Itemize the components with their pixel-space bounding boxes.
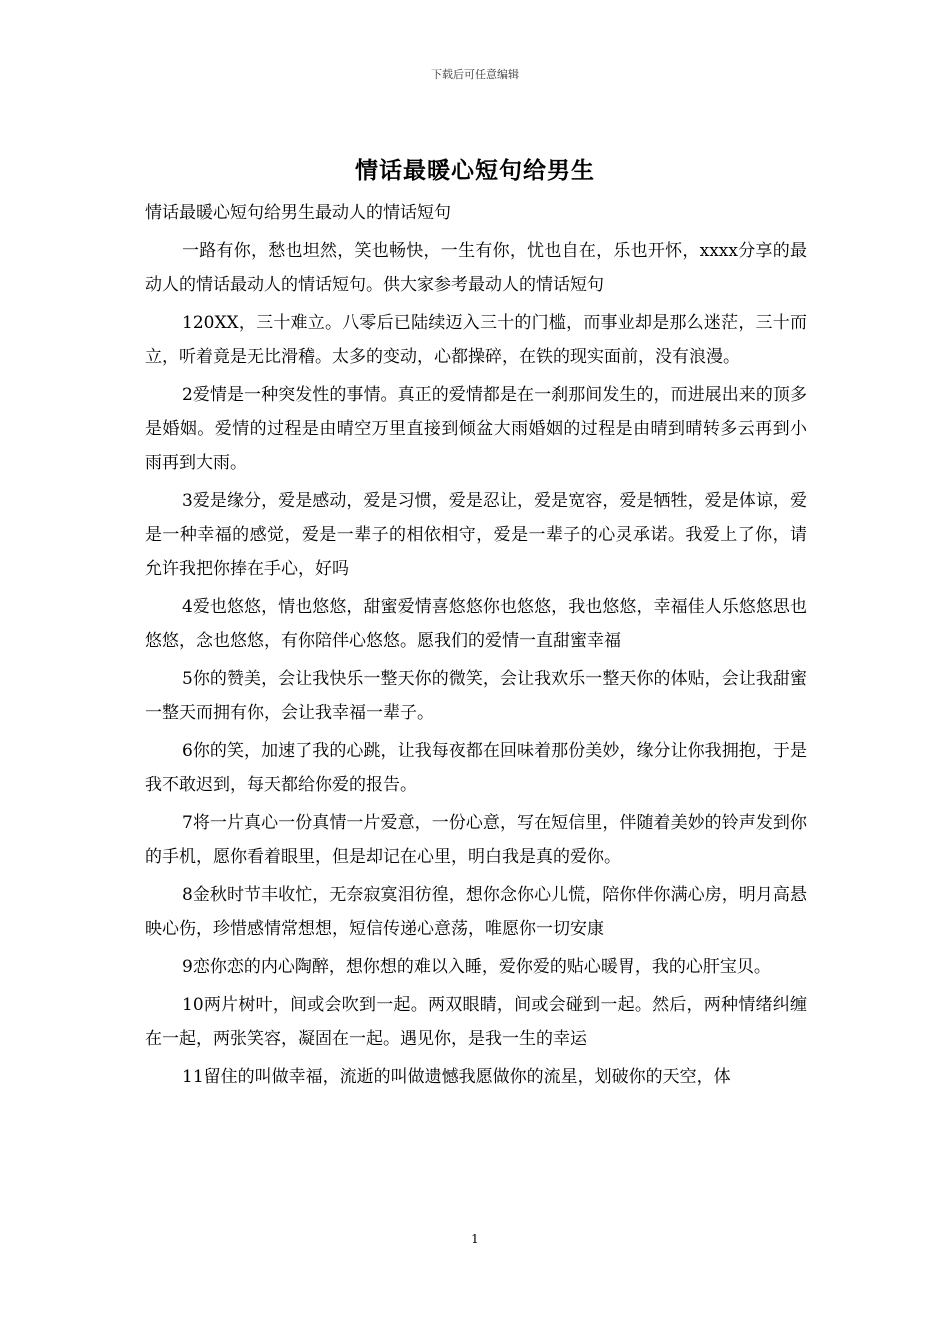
page-number: 1: [471, 1232, 479, 1246]
paragraph: 6你的笑，加速了我的心跳，让我每夜都在回味着那份美妙，缘分让你我拥抱，于是我不敢迟到，每天都给你爱的报告。: [145, 741, 807, 795]
paragraph: 11留住的叫做幸福，流逝的叫做遗憾我愿做你的流星，划破你的天空，体: [182, 1067, 731, 1087]
paragraph: 7将一片真心一份真情一片爱意，一份心意，写在短信里，伴随着美妙的铃声发到你的手机，愿你看着眼里，但是却记在心里，明白我是真的爱你。: [145, 813, 807, 867]
document-body: [145, 196, 807, 1098]
subtitle-paragraph: 情话最暖心短句给男生最动人的情话短句: [145, 203, 451, 223]
paragraph: 一路有你，愁也坦然，笑也畅快，一生有你，忧也自在，乐也开怀，xxxx分享的最动人的情话最动人的情话短句。供大家参考最动人的情话短句: [145, 241, 807, 295]
paragraph: 120XX，三十难立。八零后已陆续迈入三十的门槛，而事业却是那么迷茫，三十而立，听着竟是无比滑稽。太多的变动，心都操碎，在铁的现实面前，没有浪漫。: [145, 313, 807, 367]
paragraph: 2爱情是一种突发性的事情。真正的爱情都是在一刹那间发生的，而进展出来的顶多是婚姻。爱情的过程是由晴空万里直接到倾盆大雨婚姻的过程是由晴到晴转多云再到小雨再到大雨。: [145, 385, 807, 473]
paragraph: 5你的赞美，会让我快乐一整天你的微笑，会让我欢乐一整天你的体贴，会让我甜蜜一整天而拥有你，会让我幸福一辈子。: [145, 669, 807, 723]
paragraph: 10两片树叶，间或会吹到一起。两双眼睛，间或会碰到一起。然后，两种情绪纠缠在一起，两张笑容，凝固在一起。遇见你，是我一生的幸运: [145, 995, 807, 1049]
header-note: 下载后可任意编辑: [431, 68, 519, 81]
document-title: 情话最暖心短句给男生: [355, 157, 595, 184]
paragraph: 4爱也悠悠，情也悠悠，甜蜜爱情喜悠悠你也悠悠，我也悠悠，幸福佳人乐悠悠思也悠悠，念也悠悠，有你陪伴心悠悠。愿我们的爱情一直甜蜜幸福: [145, 597, 807, 651]
paragraph: 9恋你恋的内心陶醉，想你想的难以入睡，爱你爱的贴心暖胃，我的心肝宝贝。: [182, 957, 771, 977]
paragraph: 3爱是缘分，爱是感动，爱是习惯，爱是忍让，爱是宽容，爱是牺牲，爱是体谅，爱是一种幸福的感觉，爱是一辈子的相依相守，爱是一辈子的心灵承诺。我爱上了你，请允许我把你捧在手心，好吗: [145, 491, 807, 579]
paragraph: 8金秋时节丰收忙，无奈寂寞泪彷徨，想你念你心儿慌，陪你伴你满心房，明月高悬映心伤，珍惜感情常想想，短信传递心意荡，唯愿你一切安康: [145, 885, 807, 939]
